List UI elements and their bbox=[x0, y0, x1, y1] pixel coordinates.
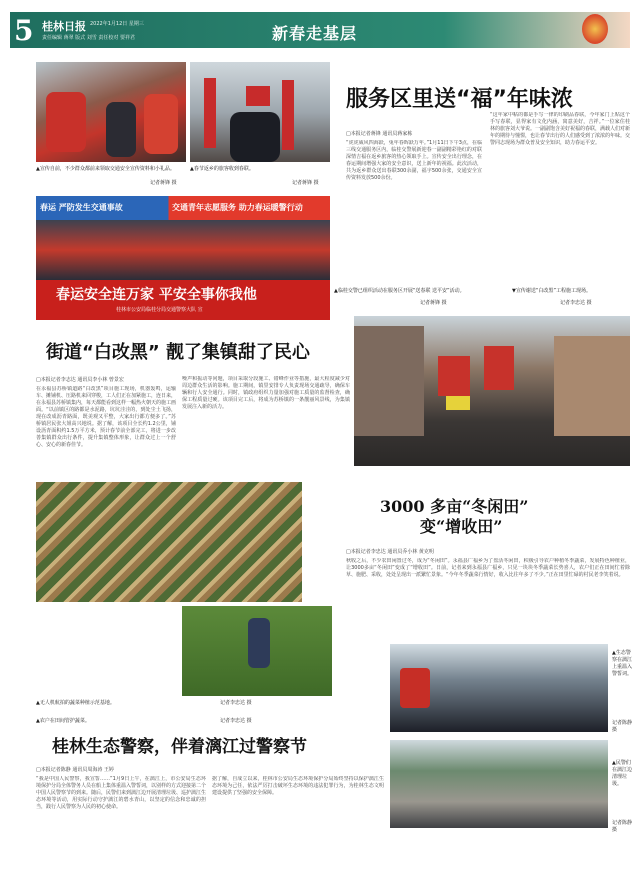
photo-couplets bbox=[190, 62, 330, 162]
photo-police-banner bbox=[36, 196, 330, 320]
credit-police-b: 记者陈静 摄 bbox=[612, 820, 633, 833]
story1-body-left: “虎虎威风四海跃，兔年春晖跃万年。”1月11日下午3点，在临三线交通服务区内，临桂交警展新迎春一副副精彩艳红的对联深情吉福在返乡旅客的热心领取手上。宣传安全出行理念，在春运期间增强大家的安全意识，送上新年的祝福。此次活动，共为返乡群众送出春联300余副，福字500余张，交通安全宣传资料发放500余份。 bbox=[346, 140, 482, 181]
caption-police-b: ▲民警们在漓江边清理垃圾。 bbox=[612, 760, 633, 787]
issue-date: 2022年1月12日 星期三 bbox=[90, 21, 144, 27]
story3-headline-line2: 变“增收田” bbox=[420, 517, 503, 536]
credit-photo-d: 记者李忠达 摄 bbox=[560, 300, 592, 306]
editors-line: 责任编辑 蒋翠 版式 刘雪 责任校对 要祥君 bbox=[42, 35, 135, 41]
masthead bbox=[10, 12, 630, 48]
story4-byline: □本报记者陈静 通讯员周海涛 王婷 bbox=[36, 767, 114, 773]
photo-police-boat bbox=[390, 644, 608, 732]
caption-police-a: ▲生态警察在漓江上重温入警誓词。 bbox=[612, 650, 633, 677]
banner-top-text: 春运 严防发生交通事故 bbox=[40, 203, 123, 212]
caption-photo-a: ▲宣传自前，不少群众都前来领取交通安全宣传资料和小礼品。 bbox=[36, 166, 175, 172]
credit-fields-a: 记者李忠达 摄 bbox=[220, 700, 252, 706]
credit-photo-c: 记者蒋锋 摄 bbox=[420, 300, 447, 306]
photo-aerial-fields bbox=[36, 482, 302, 602]
photo-people-at-booth bbox=[36, 62, 186, 162]
caption-photo-d: ▼宣传谢送“白改黑”工程施工现场。 bbox=[512, 288, 592, 294]
banner-main-text: 春运安全连万家 平安全事你我他 bbox=[56, 287, 257, 303]
story4-body: “我是中国人民警察，我宣誓……”1月9日上午，在漓江上，市公安局生态环境保护分局全体警务人员在船上集体重温入警誓词，以别样的方式迎接第二个中国人民警察节的到来。随后，民警们来到漓江边开展清理垃圾、巡护漓江生态环境等活动，用实际行动守护漓江的碧水青山，以坚定的信念和忠诚的担当，践行人民警察为人民的初心使命。 bbox=[36, 776, 206, 810]
story2-byline: □本报记者李志达 通讯员李小林 曾景宏 bbox=[36, 377, 124, 383]
story3-body: 秋收之后，不少农田闲置过冬，成为“冬闲田”。永福县广福乡为了盘活冬闲田，积极引导农户种植冬季蔬菜，发展特色种植业，让3000多亩“冬闲田”变成了“增收田”。日前，记者来到永福县广福乡，只见一块块冬季蔬菜长势喜人，农户们正在田间忙着除草、施肥、采收，处处呈现出一派繁忙景象。“今年冬季蔬菜行情好，收入比往年多了不少。”正在田里忙碌的村民老李笑着说。 bbox=[346, 558, 630, 578]
story3-headline-line1: 3000 多亩“冬闲田” bbox=[380, 497, 529, 516]
banner-top-right-text: 交通青年志愿服务 助力春运暖警行动 bbox=[172, 203, 303, 212]
credit-photo-a: 记者蒋锋 摄 bbox=[150, 180, 177, 186]
story1-byline: □本报记者蒋锋 通讯员蒋家栋 bbox=[346, 131, 413, 137]
story2-body: 在永福县苏桥镇道路“白改黑”项目施工现场，机器轰鸣，运输车、摊铺机、压路机来回穿梭，工人们正在加紧施工，连日来，在永福县苏桥镇集内，每天都能看到这样一幅热火朝天的施工画面。“以前镇区的路都是水泥路，坑坑洼洼的，到处尘土飞扬，现在改成沥青路面，既美观又平整，大家出行都方便多了。”苏桥镇居民张大姐高兴地说。据了解，该项目全长约1.2公里，铺设沥青面积约1.5万平方米，预计春节前全部完工，将进一步改善集镇群众出行条件，提升集镇整体形象，让群众过上一个舒心、安心的新春佳节。 bbox=[36, 386, 176, 448]
caption-photo-b: ▲春节返乡的旅客收到春联。 bbox=[190, 166, 254, 172]
lantern-icon bbox=[582, 14, 608, 44]
caption-fields-b: ▲农户在田间管护蔬菜。 bbox=[36, 718, 90, 724]
story1-body-right: “这年家中粘的都是手写一律的印刷品春联，今年家门上贴这个手写春联，显得家有文化内涵，寓意美好，吉祥。”一位家住桂林的旅客刘大爷说。一副副饱含美好祝福的春联，满载人们对新年的期待与憧憬，也让春节出行的人们感受到了浓浓的年味。交警同志现场为群众普及安全知识，助力春运平安。 bbox=[490, 112, 630, 146]
photo-road-construction bbox=[354, 316, 630, 466]
paper-name: 桂林日报 bbox=[42, 20, 86, 33]
story4-headline: 桂林生态警察，伴着漓江过警察节 bbox=[52, 737, 307, 757]
story1-headline: 服务区里送“福”年味浓 bbox=[346, 87, 573, 112]
credit-fields-b: 记者李忠达 摄 bbox=[220, 718, 252, 724]
caption-fields-a: ▲无人机航拍的蔬菜种植示范基地。 bbox=[36, 700, 115, 706]
photo-farmer bbox=[182, 606, 332, 696]
credit-police-a: 记者陈静 摄 bbox=[612, 720, 633, 733]
story2-body-2: 噪声和振动等问题，项目采取分段施工、错峰作业等措施，最大程度减少对周边群众生活的影响。施工期间，镇里安排专人负责现场交通疏导，确保车辆和行人安全通行。同时，镇政府组织力量加强对施工质量的监督检查，确保工程质量过硬。该项目完工后，将成为苏桥镇的一条靓丽风景线，为集镇发展注入新的活力。 bbox=[182, 376, 350, 410]
banner-sub-text: 桂林市公安局临桂分局交通警察大队 宣 bbox=[116, 307, 203, 313]
caption-photo-c: ▲临桂交警已组织活动在服务区开展“送春联 送平安”活动。 bbox=[334, 288, 465, 294]
story2-headline: 街道“白改黑” 靓了集镇甜了民心 bbox=[46, 342, 310, 363]
page-number: 5 bbox=[14, 14, 34, 47]
story3-byline: □本报记者李忠达 通讯员乔小林 黄克明 bbox=[346, 549, 434, 555]
story4-body-2: 据了解，自成立以来，桂林市公安局生态环境保护分局始终坚持以保护漓江生态环境为己任，依法严厉打击破坏生态环境的违法犯罪行为，为桂林生态文明建设提供了坚强的安全保障。 bbox=[212, 776, 384, 796]
photo-river-cleanup bbox=[390, 740, 608, 828]
section-title: 新春走基层 bbox=[272, 24, 358, 43]
credit-photo-b: 记者蒋锋 摄 bbox=[292, 180, 319, 186]
